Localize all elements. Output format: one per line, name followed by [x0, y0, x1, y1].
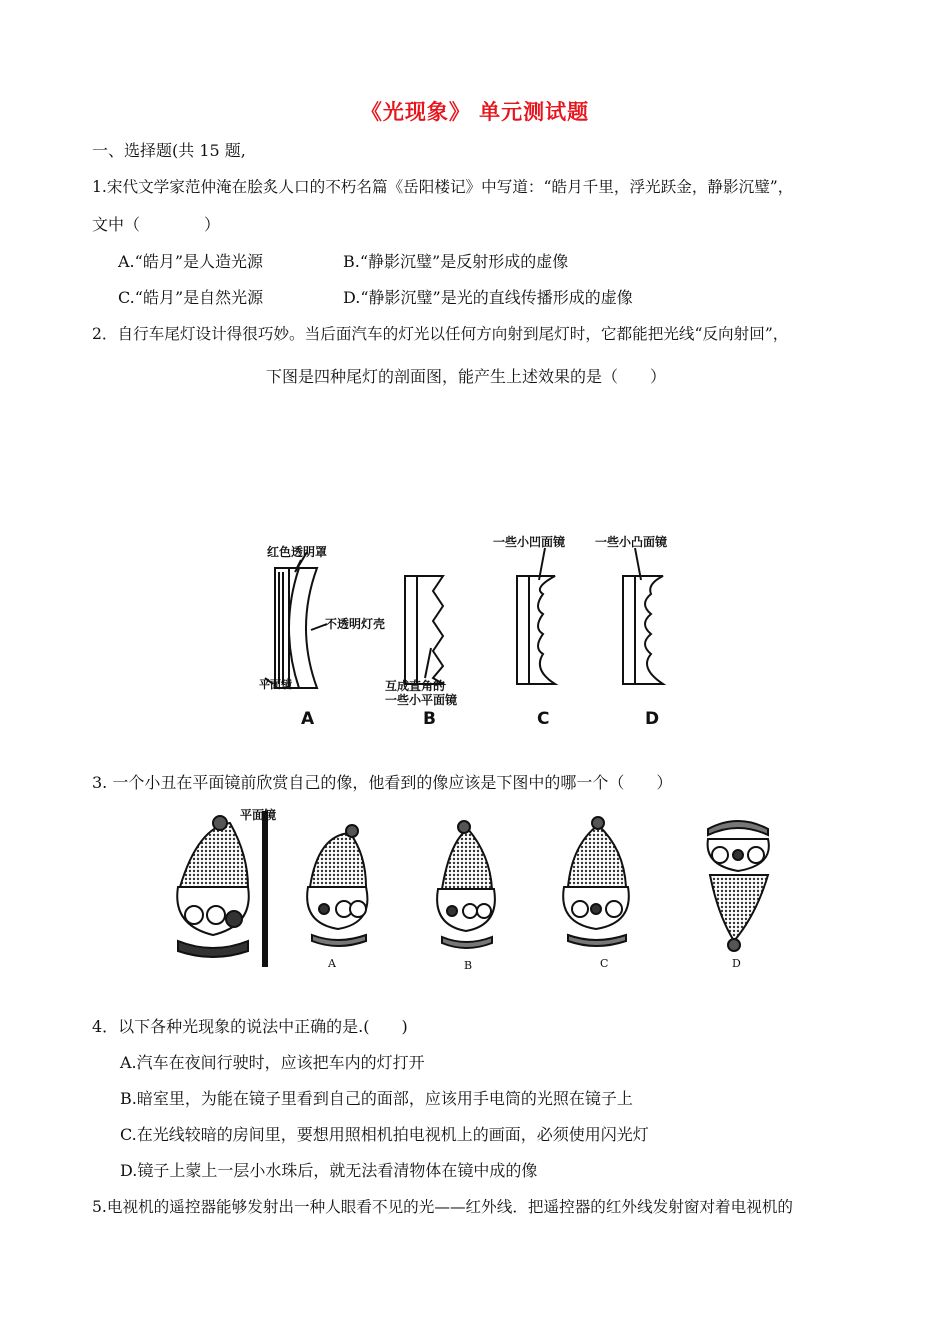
q4-option-a: A.汽车在夜间行驶时，应该把车内的灯打开: [120, 1053, 425, 1072]
q4-option-b: B.暗室里，为能在镜子里看到自己的面部，应该用手电筒的光照在镜子上: [120, 1089, 633, 1108]
taillight-d-diagram: [623, 576, 663, 684]
taillight-letter-a: A: [301, 709, 315, 729]
q1-option-a: A.“皓月”是人造光源: [118, 252, 264, 271]
label-right-angle-line1: 互成直角的: [385, 679, 446, 693]
clown-option-d: [708, 821, 769, 951]
section-heading: 一、选择题(共 15 题,: [92, 141, 246, 160]
taillight-b-diagram: [405, 576, 443, 684]
clown-option-a: [307, 825, 367, 946]
label-red-cover: 红色透明罩: [267, 545, 328, 559]
page-title: 《光现象》 单元测试题: [360, 99, 590, 124]
clown-option-c: [563, 817, 629, 946]
mirror-label: 平面镜: [240, 808, 277, 822]
clown-letter-d: D: [732, 957, 741, 970]
clown-letter-c: C: [600, 957, 609, 970]
clown-letter-a: A: [328, 957, 336, 970]
q1-option-b: B.“静影沉璧”是反射形成的虚像: [343, 252, 569, 271]
clown-figure: [168, 805, 788, 980]
label-plane-mirror: 平面镜: [259, 678, 292, 691]
q4-stem: 4．以下各种光现象的说法中正确的是.( ): [92, 1017, 408, 1036]
q1-stem-line1: 1.宋代文学家范仲淹在脍炙人口的不朽名篇《岳阳楼记》中写道：“皓月千里，浮光跃金，静影沉璧”，: [92, 178, 794, 196]
taillight-letter-d: D: [645, 709, 660, 729]
clown-option-b: [437, 821, 495, 948]
clown-original: [177, 816, 249, 957]
q3-stem: 3. 一个小丑在平面镜前欣赏自己的像，他看到的像应该是下图中的哪一个（ ）: [92, 773, 673, 792]
q1-stem-line2: 文中（ ）: [92, 215, 221, 234]
taillight-c-diagram: [517, 576, 555, 684]
q4-option-c: C.在光线较暗的房间里，要想用照相机拍电视机上的画面，必须使用闪光灯: [120, 1125, 649, 1144]
label-right-angle-line2: 一些小平面镜: [385, 693, 458, 707]
label-convex-mirrors: 一些小凸面镜: [595, 535, 668, 549]
q1-option-c: C.“皓月”是自然光源: [118, 288, 264, 307]
q2-stem-line2: 下图是四种尾灯的剖面图，能产生上述效果的是（ ）: [266, 367, 667, 386]
clown-letter-b: B: [464, 959, 473, 972]
taillight-figure: [255, 528, 695, 740]
taillight-a-diagram: [265, 560, 317, 688]
label-concave-mirrors: 一些小凹面镜: [493, 535, 566, 549]
label-opaque-shell: 不透明灯壳: [325, 617, 386, 631]
q1-option-d: D.“静影沉璧”是光的直线传播形成的虚像: [343, 288, 633, 307]
q4-option-d: D.镜子上蒙上一层小水珠后，就无法看清物体在镜中成的像: [120, 1161, 538, 1180]
q2-stem-line1: 2．自行车尾灯设计得很巧妙。当后面汽车的灯光以任何方向射到尾灯时，它都能把光线“反向射回”，: [92, 325, 789, 343]
taillight-letter-c: C: [537, 709, 550, 729]
q5-stem: 5.电视机的遥控器能够发射出一种人眼看不见的光——红外线．把遥控器的红外线发射窗对着电视机的: [92, 1198, 794, 1216]
mirror-bar: [262, 811, 268, 967]
taillight-letter-b: B: [423, 709, 436, 729]
